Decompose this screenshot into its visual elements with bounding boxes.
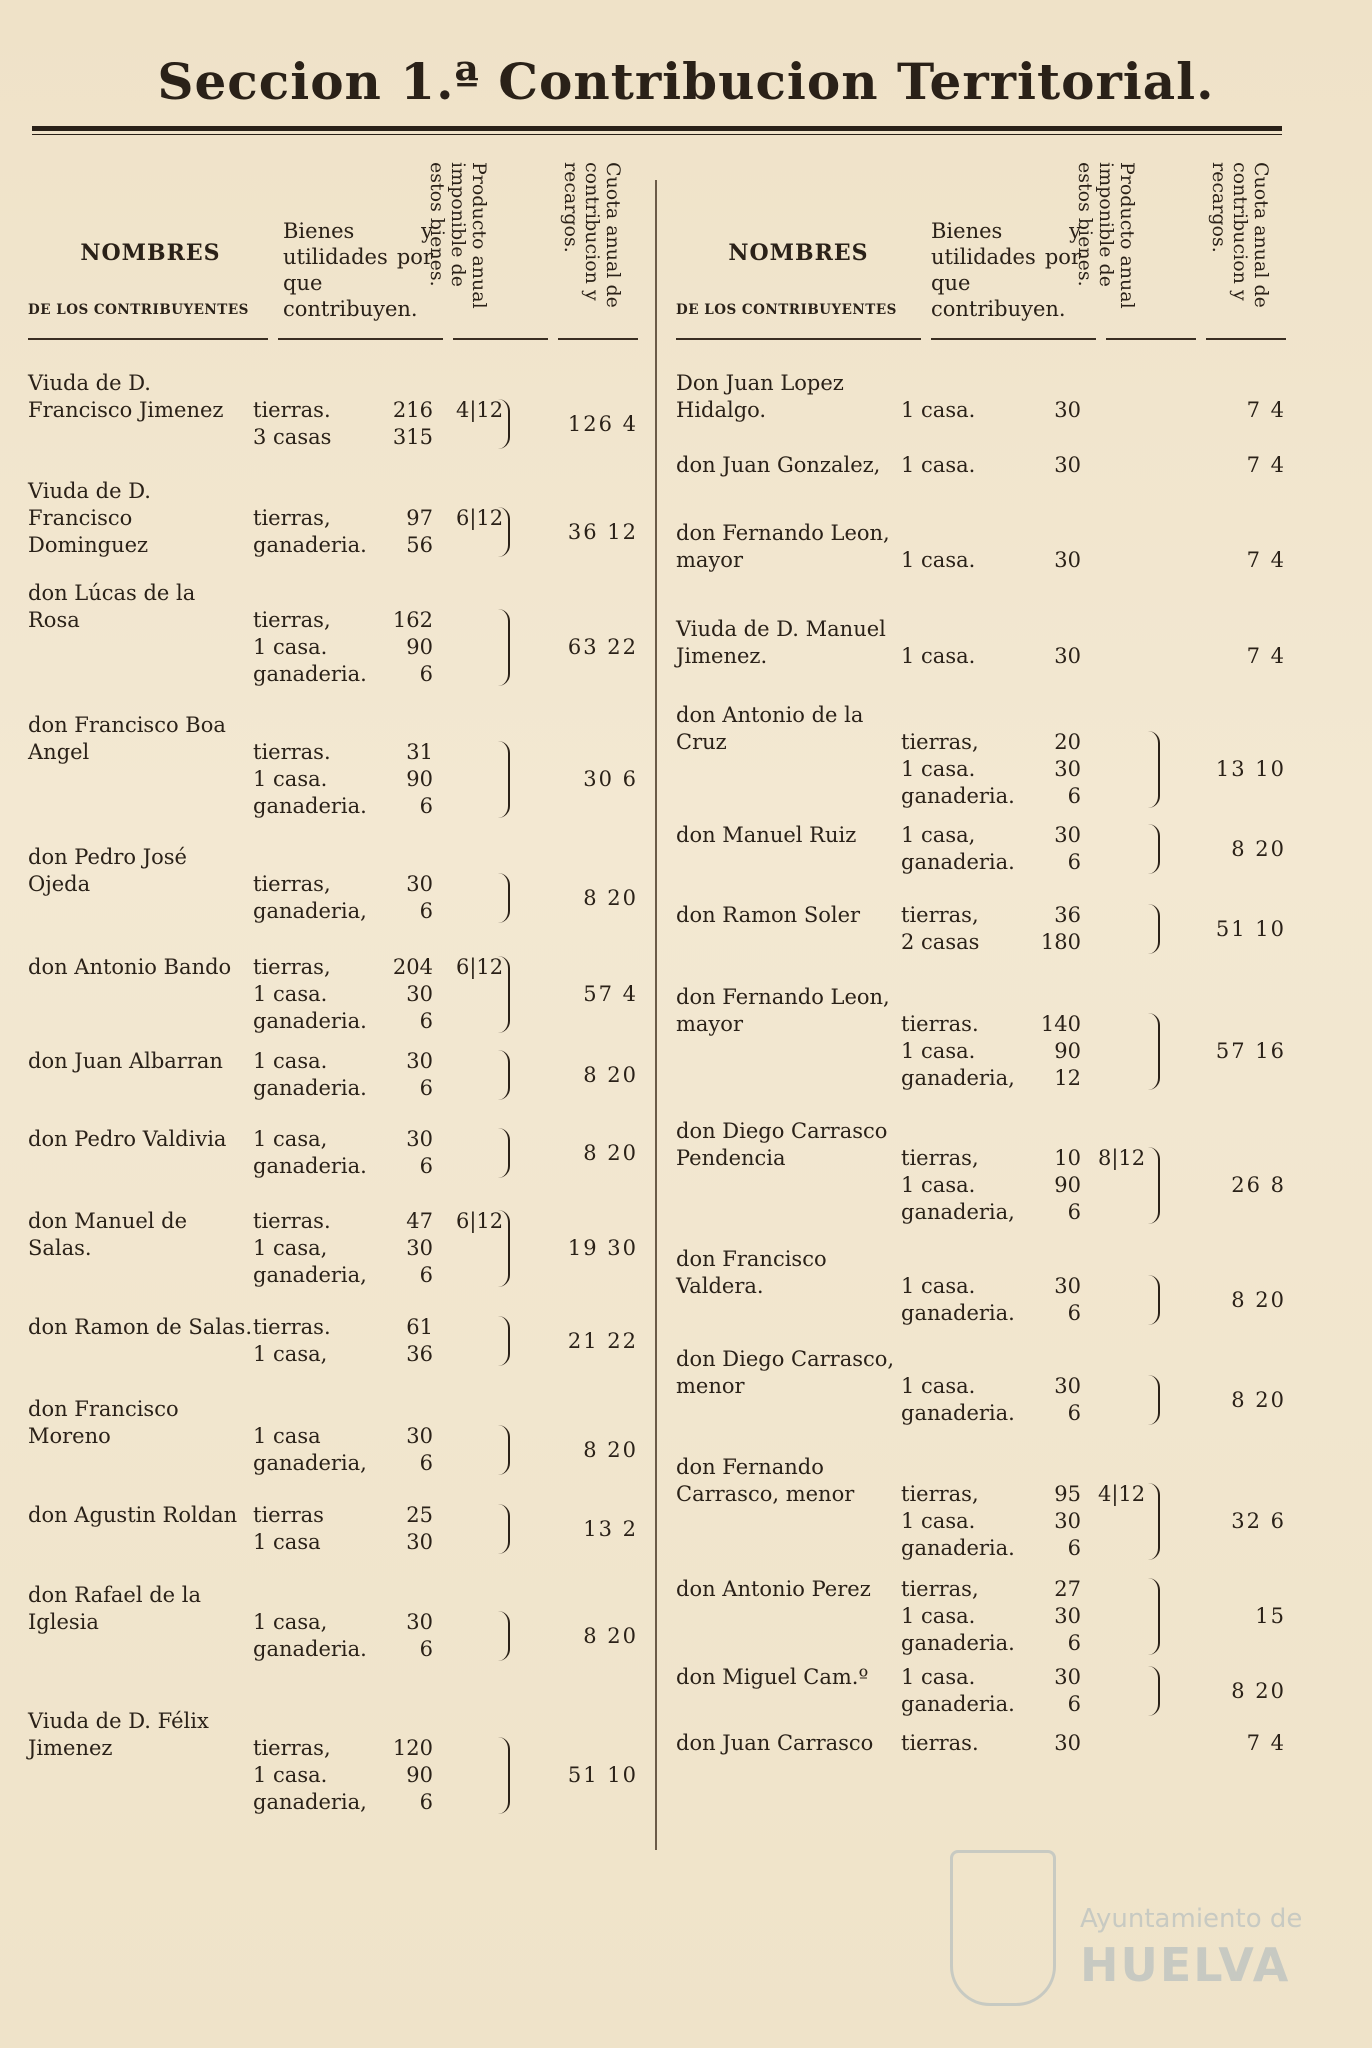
asset-value: 6 bbox=[419, 1637, 433, 1661]
cuota-value: 126 4 bbox=[567, 411, 638, 436]
asset-value: 30 bbox=[406, 1610, 433, 1634]
contributor-name: don Fernando Leon, mayor bbox=[676, 985, 890, 1036]
cuota-value: 32 6 bbox=[1231, 1509, 1286, 1533]
asset-value: 6 bbox=[1067, 1401, 1081, 1425]
contributor-name: don Miguel Cam.º bbox=[676, 1665, 869, 1689]
contributor-name: don Francisco Valdera. bbox=[676, 1247, 827, 1298]
asset-value: 30 bbox=[1054, 1509, 1081, 1533]
title-rule-thin bbox=[32, 134, 1282, 135]
asset-value: 90 bbox=[1054, 1173, 1081, 1197]
asset-value: 30 bbox=[1054, 1665, 1081, 1689]
cuota-value: 15 bbox=[1255, 1604, 1286, 1628]
contributor-name: don Fernando Carrasco, menor bbox=[676, 1455, 855, 1506]
contributor-name: don Ramon de Salas. bbox=[28, 1315, 252, 1339]
contributor-name: don Antonio Perez bbox=[676, 1577, 871, 1601]
asset-label: tierras. bbox=[901, 1012, 979, 1036]
asset-label: tierras, bbox=[901, 730, 979, 754]
asset-label: 1 casa, bbox=[901, 823, 976, 847]
brace bbox=[1146, 824, 1160, 874]
asset-label: tierras, bbox=[253, 955, 331, 979]
asset-label: 1 casa. bbox=[901, 1374, 976, 1398]
asset-label: 1 casa bbox=[253, 1530, 321, 1554]
contributor-name: don Francisco Moreno bbox=[28, 1397, 179, 1448]
asset-label: 1 casa. bbox=[901, 548, 976, 572]
asset-value: 27 bbox=[1054, 1577, 1081, 1601]
asset-value: 30 bbox=[1054, 398, 1081, 422]
header-rule bbox=[1206, 338, 1286, 340]
contributor-name: don Manuel Ruiz bbox=[676, 823, 857, 847]
left-table-header bbox=[28, 150, 638, 342]
brace bbox=[496, 741, 510, 818]
cuota-value: 30 6 bbox=[583, 767, 638, 791]
asset-label: ganaderia. bbox=[253, 794, 367, 818]
producto-value: 6|12 bbox=[456, 955, 504, 979]
asset-label: 1 casa. bbox=[901, 1274, 976, 1298]
cuota-value: 8 20 bbox=[583, 885, 638, 910]
cuota-value: 57 16 bbox=[1215, 1039, 1286, 1063]
asset-label: tierras. bbox=[901, 1731, 979, 1755]
brace bbox=[1146, 731, 1160, 808]
producto-value: 6|12 bbox=[456, 506, 504, 530]
cuota-value: 7 4 bbox=[1246, 644, 1286, 668]
cuota-value: 8 20 bbox=[583, 1623, 638, 1648]
asset-value: 30 bbox=[1054, 1604, 1081, 1628]
brace bbox=[496, 1504, 510, 1554]
asset-value: 30 bbox=[1054, 757, 1081, 781]
header-bienes: Bienes y utilidades por que contribuyen. bbox=[283, 219, 433, 321]
cuota-value: 8 20 bbox=[583, 1062, 638, 1087]
asset-value: 95 bbox=[1054, 1482, 1081, 1506]
asset-value: 10 bbox=[1054, 1146, 1081, 1170]
brace bbox=[496, 1128, 510, 1178]
asset-label: 3 casas bbox=[253, 425, 332, 449]
asset-value: 30 bbox=[1054, 823, 1081, 847]
header-rule bbox=[1106, 338, 1196, 340]
cuota-value: 8 20 bbox=[583, 1140, 638, 1165]
asset-value: 56 bbox=[406, 533, 433, 557]
asset-label: 1 casa. bbox=[901, 1509, 976, 1533]
asset-value: 30 bbox=[406, 1236, 433, 1260]
asset-label: ganaderia. bbox=[253, 533, 367, 557]
asset-value: 36 bbox=[406, 1342, 433, 1366]
cuota-value: 7 4 bbox=[1246, 548, 1286, 572]
asset-label: ganaderia, bbox=[901, 1200, 1015, 1224]
contributor-name: don Agustin Roldan bbox=[28, 1503, 238, 1527]
asset-label: ganaderia. bbox=[901, 1631, 1015, 1655]
asset-label: ganaderia. bbox=[901, 1692, 1015, 1716]
contributor-name: Viuda de D. Félix Jimenez bbox=[28, 1709, 209, 1760]
watermark-line1: Ayuntamiento de bbox=[1080, 1904, 1303, 1934]
contributor-name: don Pedro José Ojeda bbox=[28, 845, 187, 896]
asset-value: 36 bbox=[1054, 903, 1081, 927]
asset-value: 25 bbox=[406, 1503, 433, 1527]
asset-value: 47 bbox=[406, 1209, 433, 1233]
contributor-name: Viuda de D. Francisco Jimenez bbox=[28, 371, 224, 422]
asset-label: tierras, bbox=[901, 1577, 979, 1601]
asset-label: tierras, bbox=[253, 608, 331, 632]
asset-value: 97 bbox=[406, 506, 433, 530]
producto-value: 6|12 bbox=[456, 1209, 504, 1233]
header-rule bbox=[676, 338, 921, 340]
producto-value: 4|12 bbox=[1098, 1482, 1146, 1506]
asset-value: 6 bbox=[1067, 784, 1081, 808]
cuota-value: 7 4 bbox=[1246, 398, 1286, 422]
contributor-name: don Fernando Leon, mayor bbox=[676, 521, 890, 572]
watermark bbox=[950, 1850, 1310, 2030]
asset-value: 6 bbox=[419, 1076, 433, 1100]
asset-label: tierras, bbox=[253, 506, 331, 530]
cuota-value: 7 4 bbox=[1246, 1731, 1286, 1755]
asset-label: tierras. bbox=[253, 1315, 331, 1339]
asset-value: 90 bbox=[406, 767, 433, 791]
header-rule bbox=[28, 338, 268, 340]
asset-value: 30 bbox=[406, 982, 433, 1006]
asset-label: 1 casa. bbox=[901, 1039, 976, 1063]
asset-label: 1 casa. bbox=[253, 982, 328, 1006]
asset-label: ganaderia, bbox=[253, 1451, 367, 1475]
asset-label: ganaderia. bbox=[901, 1401, 1015, 1425]
brace bbox=[496, 1425, 510, 1475]
cuota-value: 19 30 bbox=[567, 1236, 638, 1260]
asset-label: 1 casa. bbox=[901, 644, 976, 668]
cuota-value: 7 4 bbox=[1246, 453, 1286, 477]
header-nombres: NOMBRES bbox=[728, 240, 869, 266]
header-rule bbox=[278, 338, 443, 340]
contributor-name: don Lúcas de la Rosa bbox=[28, 581, 196, 632]
asset-value: 6 bbox=[1067, 1200, 1081, 1224]
asset-label: 1 casa. bbox=[253, 767, 328, 791]
asset-label: ganaderia. bbox=[253, 662, 367, 686]
cuota-value: 51 10 bbox=[567, 1763, 638, 1787]
asset-value: 6 bbox=[419, 899, 433, 923]
asset-value: 6 bbox=[419, 1263, 433, 1287]
cuota-value: 63 22 bbox=[567, 635, 638, 659]
asset-value: 6 bbox=[1067, 1692, 1081, 1716]
asset-value: 6 bbox=[419, 1790, 433, 1814]
header-nombres: NOMBRES bbox=[80, 240, 221, 266]
contributor-name: don Antonio de la Cruz bbox=[676, 703, 864, 754]
contributor-name: Don Juan Lopez Hidalgo. bbox=[676, 371, 844, 422]
watermark-line2: HUELVA bbox=[1080, 1938, 1291, 1992]
asset-value: 30 bbox=[1054, 1731, 1081, 1755]
asset-label: 1 casa. bbox=[901, 757, 976, 781]
title-rule bbox=[32, 126, 1282, 131]
brace bbox=[496, 1316, 510, 1366]
cuota-value: 51 10 bbox=[1215, 916, 1286, 941]
asset-value: 6 bbox=[1067, 1301, 1081, 1325]
cuota-value: 8 20 bbox=[1231, 1387, 1286, 1412]
asset-label: tierras. bbox=[253, 740, 331, 764]
contributor-name: don Diego Carrasco Pendencia bbox=[676, 1119, 888, 1170]
asset-value: 6 bbox=[419, 794, 433, 818]
asset-label: ganaderia. bbox=[901, 850, 1015, 874]
asset-label: 2 casas bbox=[901, 930, 980, 954]
asset-value: 30 bbox=[1054, 1374, 1081, 1398]
contributor-name: don Manuel de Salas. bbox=[28, 1209, 188, 1260]
asset-label: tierras, bbox=[253, 1736, 331, 1760]
contributor-name: don Antonio Bando bbox=[28, 955, 232, 979]
asset-label: 1 casa. bbox=[253, 635, 328, 659]
asset-label: 1 casa. bbox=[901, 1665, 976, 1689]
asset-value: 90 bbox=[1054, 1039, 1081, 1063]
asset-label: ganaderia. bbox=[901, 1536, 1015, 1560]
header-producto: Producto anual imponible de estos bienes. bbox=[1074, 162, 1138, 309]
asset-label: 1 casa. bbox=[901, 453, 976, 477]
contributor-name: don Ramon Soler bbox=[676, 903, 861, 927]
producto-value: 4|12 bbox=[456, 398, 504, 422]
asset-value: 30 bbox=[1054, 1274, 1081, 1298]
asset-value: 204 bbox=[392, 955, 433, 979]
asset-value: 31 bbox=[406, 740, 433, 764]
asset-label: ganaderia, bbox=[253, 899, 367, 923]
brace bbox=[496, 1737, 510, 1814]
header-contribuyentes: DE LOS CONTRIBUYENTES bbox=[28, 302, 249, 318]
asset-label: ganaderia. bbox=[901, 784, 1015, 808]
asset-value: 30 bbox=[1054, 644, 1081, 668]
cuota-value: 13 10 bbox=[1215, 757, 1286, 781]
asset-value: 30 bbox=[406, 1424, 433, 1448]
asset-value: 180 bbox=[1040, 930, 1081, 954]
cuota-value: 21 22 bbox=[567, 1328, 638, 1353]
asset-label: ganaderia. bbox=[901, 1301, 1015, 1325]
asset-value: 216 bbox=[392, 398, 433, 422]
asset-label: tierras, bbox=[901, 903, 979, 927]
contributor-name: don Rafael de la Iglesia bbox=[28, 1583, 201, 1634]
asset-label: ganaderia. bbox=[253, 1009, 367, 1033]
asset-label: 1 casa. bbox=[901, 1173, 976, 1197]
asset-label: ganaderia, bbox=[253, 1263, 367, 1287]
asset-label: tierras bbox=[253, 1503, 324, 1527]
header-contribuyentes: DE LOS CONTRIBUYENTES bbox=[676, 302, 897, 318]
cuota-value: 26 8 bbox=[1231, 1173, 1286, 1197]
asset-label: tierras, bbox=[901, 1146, 979, 1170]
brace bbox=[496, 609, 510, 686]
contributor-name: don Juan Carrasco bbox=[676, 1731, 874, 1755]
left-column bbox=[28, 150, 638, 1814]
asset-label: tierras, bbox=[253, 872, 331, 896]
brace bbox=[1146, 1375, 1160, 1425]
asset-label: 1 casa, bbox=[253, 1342, 328, 1366]
asset-value: 12 bbox=[1054, 1066, 1081, 1090]
asset-label: 1 casa, bbox=[253, 1610, 328, 1634]
asset-label: 1 casa. bbox=[901, 1604, 976, 1628]
cuota-value: 8 20 bbox=[1231, 1678, 1286, 1703]
right-column bbox=[676, 150, 1286, 1755]
header-producto: Producto anual imponible de estos bienes. bbox=[426, 162, 490, 309]
asset-value: 30 bbox=[406, 1530, 433, 1554]
cuota-value: 8 20 bbox=[583, 1437, 638, 1462]
brace bbox=[496, 1050, 510, 1100]
asset-label: tierras. bbox=[253, 1209, 331, 1233]
cuota-value: 8 20 bbox=[1231, 836, 1286, 861]
asset-label: ganaderia. bbox=[253, 1637, 367, 1661]
brace bbox=[496, 1611, 510, 1661]
asset-label: tierras. bbox=[253, 398, 331, 422]
contributor-name: don Juan Gonzalez, bbox=[676, 453, 881, 477]
asset-value: 162 bbox=[392, 608, 433, 632]
cuota-value: 36 12 bbox=[567, 519, 638, 544]
contributor-name: Viuda de D. Manuel Jimenez. bbox=[676, 617, 886, 668]
asset-value: 140 bbox=[1040, 1012, 1081, 1036]
asset-value: 6 bbox=[1067, 1631, 1081, 1655]
contributor-name: don Diego Carrasco, menor bbox=[676, 1347, 895, 1398]
header-bienes: Bienes y utilidades por que contribuyen. bbox=[931, 219, 1081, 321]
brace bbox=[1146, 904, 1160, 954]
asset-value: 90 bbox=[406, 1763, 433, 1787]
right-table-header bbox=[676, 150, 1286, 342]
brace bbox=[1146, 1275, 1160, 1325]
asset-label: 1 casa bbox=[253, 1424, 321, 1448]
asset-label: 1 casa. bbox=[253, 1049, 328, 1073]
asset-value: 20 bbox=[1054, 730, 1081, 754]
page-title: Seccion 1.ª Contribucion Territorial. bbox=[157, 52, 1215, 111]
cuota-value: 57 4 bbox=[583, 982, 638, 1006]
header-rule bbox=[453, 338, 548, 340]
asset-label: ganaderia, bbox=[901, 1066, 1015, 1090]
header-rule bbox=[558, 338, 638, 340]
asset-value: 30 bbox=[406, 1127, 433, 1151]
cuota-value: 8 20 bbox=[1231, 1287, 1286, 1312]
asset-value: 30 bbox=[406, 1049, 433, 1073]
asset-value: 30 bbox=[1054, 548, 1081, 572]
coat-of-arms-icon bbox=[950, 1850, 1056, 2006]
asset-value: 6 bbox=[419, 662, 433, 686]
header-cuota: Cuota anual de contribucion y recargos. bbox=[560, 162, 624, 308]
asset-value: 6 bbox=[419, 1451, 433, 1475]
asset-label: tierras, bbox=[901, 1482, 979, 1506]
brace bbox=[496, 873, 510, 923]
asset-label: 1 casa. bbox=[253, 1763, 328, 1787]
asset-value: 6 bbox=[1067, 850, 1081, 874]
contributor-name: don Pedro Valdivia bbox=[28, 1127, 227, 1151]
cuota-value: 13 2 bbox=[583, 1516, 638, 1541]
asset-label: ganaderia. bbox=[253, 1076, 367, 1100]
contributor-name: don Francisco Boa Angel bbox=[28, 713, 226, 764]
contributor-name: don Juan Albarran bbox=[28, 1049, 223, 1073]
asset-value: 30 bbox=[406, 872, 433, 896]
asset-value: 90 bbox=[406, 635, 433, 659]
brace bbox=[1146, 1578, 1160, 1655]
asset-label: ganaderia, bbox=[253, 1790, 367, 1814]
asset-label: 1 casa. bbox=[901, 398, 976, 422]
asset-value: 315 bbox=[392, 425, 433, 449]
header-cuota: Cuota anual de contribucion y recargos. bbox=[1208, 162, 1272, 308]
brace bbox=[1146, 1013, 1160, 1090]
asset-value: 120 bbox=[392, 1736, 433, 1760]
asset-value: 61 bbox=[406, 1315, 433, 1339]
producto-value: 8|12 bbox=[1098, 1146, 1146, 1170]
contributor-name: Viuda de D. Francisco Dominguez bbox=[28, 479, 151, 557]
asset-value: 6 bbox=[419, 1009, 433, 1033]
asset-label: ganaderia. bbox=[253, 1154, 367, 1178]
header-rule bbox=[931, 338, 1096, 340]
asset-label: 1 casa, bbox=[253, 1127, 328, 1151]
asset-value: 6 bbox=[1067, 1536, 1081, 1560]
asset-label: 1 casa, bbox=[253, 1236, 328, 1260]
asset-value: 30 bbox=[1054, 453, 1081, 477]
brace bbox=[1146, 1666, 1160, 1716]
column-divider bbox=[655, 180, 657, 1850]
asset-value: 6 bbox=[419, 1154, 433, 1178]
